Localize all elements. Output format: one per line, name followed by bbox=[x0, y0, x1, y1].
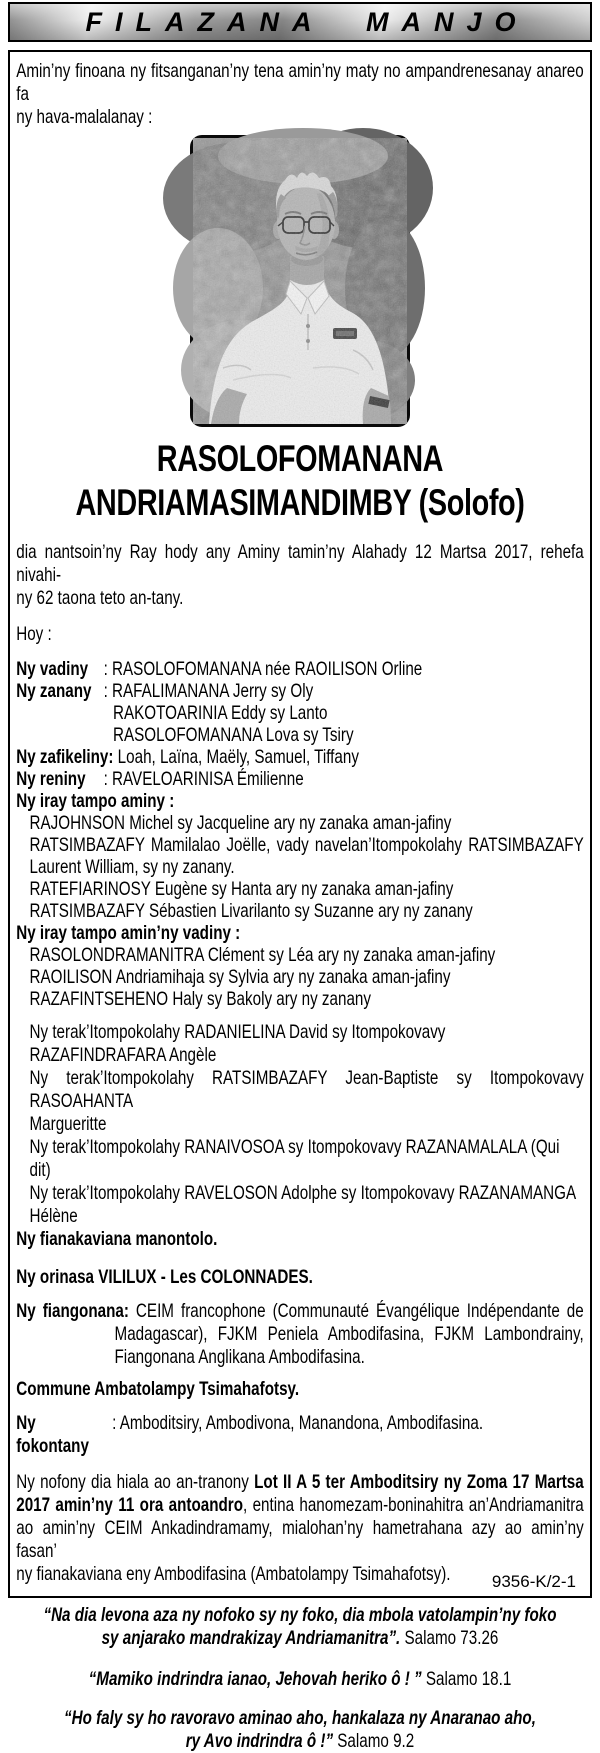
company-line: Ny orinasa VILILUX - Les COLONNADES. bbox=[16, 1266, 313, 1288]
siblings-header: Ny iray tampo aminy : bbox=[16, 790, 175, 812]
quote-2 bbox=[10, 1668, 590, 1691]
descendant-item: Ny terak’Itompokolahy RAVELOSON Adolphe sy Itompokovavy RAZANAMANGA Hélène bbox=[29, 1182, 576, 1227]
mother-row bbox=[16, 768, 583, 790]
descendant-item: Ny terak’Itompokolahy RADANIELINA David sy Itompokovavy RAZAFINDRAFARA Angèle bbox=[29, 1021, 446, 1066]
masthead-banner bbox=[8, 2, 592, 42]
mother-label: Ny reniny bbox=[16, 768, 86, 790]
church-block bbox=[10, 1300, 590, 1369]
sibling-item: RAJOHNSON Michel sy Jacqueline ary ny zanaka aman-jafiny bbox=[29, 812, 452, 834]
quote-3-line-2 bbox=[16, 1730, 583, 1753]
in-law-sibling-item: RASOLONDRAMANITRA Clément sy Léa ary ny zanaka aman-jafiny bbox=[29, 944, 496, 966]
intro-paragraph bbox=[10, 60, 590, 129]
church-line-2: Madagascar), FJKM Peniela Ambodifasina, FJKM Lambondrainy, bbox=[114, 1323, 584, 1345]
portrait-photo bbox=[190, 135, 410, 427]
fokontany-value: : Amboditsiry, Ambodivona, Manandona, Ambodifasina. bbox=[112, 1412, 484, 1434]
family-list bbox=[10, 658, 590, 1010]
announcement-line-1: dia nantsoin’ny Ray hody any Aminy tamin’ny Alahady 12 Martsa 2017, rehefa nivahi- bbox=[16, 541, 584, 586]
announcement-line-2: ny 62 taona teto an-tany. bbox=[16, 587, 184, 609]
children-label: Ny zanany bbox=[16, 680, 92, 702]
funeral-line-2 bbox=[16, 1494, 583, 1517]
intro-line-2: ny hava-malalanay : bbox=[16, 106, 153, 128]
grandchildren-value: Loah, Laïna, Maëly, Samuel, Tiffany bbox=[113, 746, 359, 768]
quote-1-line-1: “Na dia levona aza ny nofoko sy ny foko, dia mbola vatolampin’ny foko bbox=[43, 1604, 557, 1626]
funeral-paragraph bbox=[10, 1471, 590, 1586]
church-line-3: Fiangonana Anglikana Ambodifasina. bbox=[114, 1346, 365, 1368]
children-line-3: RASOLOFOMANANA Lova sy Tsiry bbox=[112, 724, 354, 746]
descendant-item: Margueritte bbox=[29, 1113, 107, 1135]
whole-family-line: Ny fianakaviana manontolo. bbox=[16, 1228, 218, 1250]
church-line-1 bbox=[16, 1300, 583, 1323]
announcement-paragraph bbox=[10, 541, 590, 610]
deceased-name-line-2: ANDRIAMASIMANDIMBY (Solofo) bbox=[75, 482, 525, 523]
masthead-title: FILAZANA MANJO bbox=[85, 6, 529, 37]
descendants-list bbox=[10, 1021, 590, 1251]
quote-2-ref: Salamo 18.1 bbox=[421, 1668, 512, 1690]
deceased-name-line-1: RASOLOFOMANANA bbox=[156, 438, 444, 479]
funeral-line-4: ny fianakaviana eny Ambodifasina (Ambatolampy Tsimahafotsy). bbox=[16, 1563, 451, 1585]
grandchildren-label: Ny zafikeliny: bbox=[16, 746, 114, 768]
spouse-value: : RASOLOFOMANANA née RAOILISON Orline bbox=[103, 658, 423, 680]
sibling-item: Laurent William, sy ny zanany. bbox=[29, 856, 235, 878]
reference-code: 9356-K/2-1 bbox=[491, 1572, 576, 1591]
sibling-item: RATEFIARINOSY Eugène sy Hanta ary ny zanaka aman-jafiny bbox=[29, 878, 454, 900]
quote-1-line-2 bbox=[16, 1627, 583, 1650]
commune-line: Commune Ambatolampy Tsimahafotsy. bbox=[16, 1378, 300, 1400]
quote-2-text: “Mamiko indrindra ianao, Jehovah heriko ô ! ” bbox=[88, 1668, 422, 1690]
church-label: Ny fiangonana: bbox=[16, 1300, 129, 1322]
funeral-line-1-regular: Ny nofony dia hiala ao an-tranony bbox=[16, 1471, 255, 1493]
intro-line-1: Amin’ny finoana ny fitsanganan’ny tena amin’ny maty no ampandrenesanay anareo fa bbox=[16, 60, 584, 105]
hoy-line: Hoy : bbox=[16, 623, 52, 645]
quote-3-ref: Salamo 9.2 bbox=[333, 1730, 415, 1752]
in-law-sibling-item: RAOILISON Andriamihaja sy Sylvia ary ny zanaka aman-jafiny bbox=[29, 966, 451, 988]
funeral-line-3: ao amin’ny CEIM Ankadindramamy, mialohan’ny hametrahana azy ao amin’ny fasan’ bbox=[16, 1517, 584, 1562]
funeral-line-2-bold: 2017 amin’ny 11 ora antoandro bbox=[16, 1494, 244, 1516]
church-value-1: CEIM francophone (Communauté Évangélique Indépendante de bbox=[135, 1300, 584, 1322]
sibling-item: RATSIMBAZAFY Mamilalao Joëlle, vady navelan’Itompokolahy RATSIMBAZAFY bbox=[29, 834, 584, 856]
quote-1-ref: Salamo 73.26 bbox=[400, 1627, 499, 1649]
funeral-line-1-bold: Lot II A 5 ter Amboditsiry ny Zoma 17 Martsa bbox=[254, 1471, 584, 1493]
children-line-2: RAKOTOARINIA Eddy sy Lanto bbox=[112, 702, 328, 724]
quote-3-text: ry Avo indrindra ô !” bbox=[185, 1730, 334, 1752]
children-row bbox=[16, 680, 583, 702]
in-law-siblings-header: Ny iray tampo amin’ny vadiny : bbox=[16, 922, 241, 944]
fokontany-row bbox=[10, 1412, 590, 1458]
obituary-notice-box bbox=[8, 50, 592, 1752]
spouse-label: Ny vadiny bbox=[16, 658, 89, 680]
quote-1-text: sy anjarako mandrakizay Andriamanitra”. bbox=[101, 1627, 401, 1649]
quote-3 bbox=[10, 1707, 590, 1753]
sibling-item: RATSIMBAZAFY Sébastien Livarilanto sy Suzanne ary ny zanany bbox=[29, 900, 473, 922]
mother-value: : RAVELOARINISA Émilienne bbox=[103, 768, 304, 790]
fokontany-label: Ny fokontany bbox=[16, 1412, 89, 1457]
spouse-row bbox=[16, 658, 583, 680]
grandchildren-line bbox=[16, 746, 583, 768]
quote-3-line-1: “Ho faly sy ho ravoravo aminao aho, hankalaza ny Anaranao aho, bbox=[64, 1707, 536, 1729]
descendant-item: Ny terak’Itompokolahy RANAIVOSOA sy Itompokovavy RAZANAMALALA (Qui dit) bbox=[29, 1136, 560, 1181]
quote-1 bbox=[10, 1604, 590, 1650]
funeral-line-1 bbox=[16, 1471, 583, 1494]
funeral-line-2-regular: , entina hanomezam-boninahitra an’Andriamanitra bbox=[243, 1494, 584, 1516]
descendant-item: Ny terak’Itompokolahy RATSIMBAZAFY Jean-Baptiste sy Itompokovavy RASOAHANTA bbox=[29, 1067, 584, 1112]
in-law-sibling-item: RAZAFINTSEHENO Haly sy Bakoly ary ny zanany bbox=[29, 988, 371, 1010]
children-value: : RAFALIMANANA Jerry sy Oly bbox=[103, 680, 314, 702]
deceased-name bbox=[10, 437, 590, 525]
